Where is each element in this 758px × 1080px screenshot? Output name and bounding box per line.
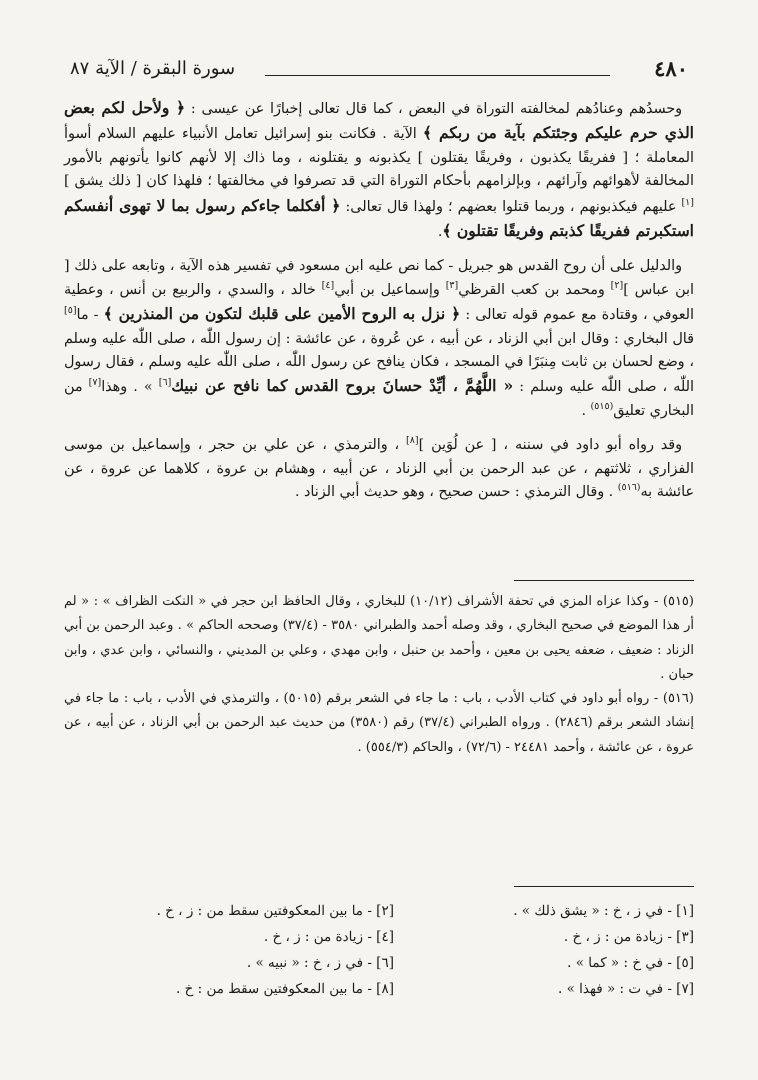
variant-column-left xyxy=(64,898,394,1002)
variant-column-right xyxy=(394,898,694,1002)
variant-note: [٨] - ما بين المعكوفتين سقط من : خ . xyxy=(176,981,394,997)
variant-ref: [٢] xyxy=(610,280,624,292)
variant-ref: [٧] xyxy=(88,377,102,389)
text-run: يقتلونه ، وما ذاك إلا لأنهم كانوا يأتونهم بالأمور المخالفة لأهوائهم وآرائهم ، وبإلزامهم بأحكام التوراة التي قد تصرفوا في مخالفتها ؛ فلهذا كان [ ذلك يشق ] xyxy=(64,149,694,190)
text-run: وقد رواه أبو داود في سننه ، [ عن لُوَين ] xyxy=(418,437,683,454)
quran-verse: ﴿ نزل به الروح الأمين على قلبك لتكون من المنذرين ﴾ xyxy=(103,304,461,324)
variant-note: [١] - في ز ، خ : « يشق ذلك » . xyxy=(513,903,694,919)
text-run: - ما xyxy=(76,307,104,324)
footnote-516: (٥١٦) - رواه أبو داود في كتاب الأدب ، باب : ما جاء في الشعر برقم (٥٠١٥) ، والترمذي في الأدب ، باب : ما جاء في إنشاد الشعر برقم (٢٨٤٦) . ورواه الطبراني (٣٧/٤) رقم (٣٥٨٠) من حديث عبد الرحمن بن أبي الزناد ، عن أبيه ، عن عروة ، عن عائشة ، وأحمد ٢٤٤٨١ - (٧٢/٦) ، والحاكم (٥٥٤/٣) . xyxy=(64,691,694,755)
text-run: يكذبونه و xyxy=(354,149,411,166)
text-run: والدليل على أن روح القدس هو جبريل - كما نص عليه ابن مسعود في تفسير هذه الآية ، وتابعه على ذلك [ ابن عباس ] xyxy=(64,258,694,298)
variant-ref: [٥] xyxy=(64,305,77,317)
footnote-515: (٥١٥) - وكذا عزاه المزي في تحفة الأشراف (١٠/١٢) للبخاري ، وقال الحافظ ابن حجر في « النكت الظراف » : « لم أر هذا الموضع في صحيح البخاري ، وقد وصله أحمد والطبراني ٣٥٨٠ - (٣٧/٤) وصححه الحاكم » . وعبد الرحمن بن أبي الزناد : ضعيف ، ضعفه يحيى بن معين ، وأحمد بن حنبل ، وابن مهدي ، وعلي بن المديني ، والنسائي ، وابن عدي ، وابن حبان . xyxy=(64,594,694,682)
text-run: عليهم فيكذبونهم ، وربما قتلوا بعضهم ؛ ولهذا قال تعالى: xyxy=(340,198,682,215)
variant-ref: [٤] xyxy=(321,280,335,292)
variants-separator xyxy=(514,886,694,887)
footnotes xyxy=(64,590,694,760)
variant-note: [٦] - في ز ، خ : « نبيه » . xyxy=(246,955,394,971)
page-header xyxy=(70,56,688,86)
quran-verse: ﴿ ولأحل لكم بعض الذي حرم عليكم وجئتكم بآية من ربكم ﴾ xyxy=(64,98,694,143)
text-run: وحسدُهم وعنادُهم لمخالفته التوراة في البعض ، كما قال تعالى إخبارًا عن عيسى : xyxy=(185,101,682,117)
text-run: . وقال الترمذي : حسن صحيح ، وهو حديث أبي الزناد . xyxy=(294,484,618,501)
paragraph-2 xyxy=(64,255,694,423)
variant-note: [٧] - في ت : « فهذا » . xyxy=(558,981,694,997)
text-run: وإسماعيل بن أبي xyxy=(334,281,446,298)
text-run: ومحمد بن كعب القرظي xyxy=(458,281,611,298)
paragraph-1 xyxy=(64,96,694,244)
variant-note: [٢] - ما بين المعكوفتين سقط من : ز ، خ . xyxy=(156,903,394,919)
variant-ref: [٨] xyxy=(406,435,419,447)
text-run: . xyxy=(581,402,591,419)
variant-note: [٤] - زيادة من : ز ، خ . xyxy=(263,929,394,945)
footnote-ref: (٥١٦) xyxy=(617,482,641,494)
text-run: ، والترمذي ، عن علي بن حجر ، وإسماعيل بن موسى الفزاري ، ثلاثتهم ، عن عبد الرحمن بن أبي الزناد ، عن أبيه ، وهشام بن عروة ، كلاهما عن عروة ، عن عائشة به xyxy=(64,437,694,501)
variant-ref: [١] xyxy=(681,196,694,208)
text-run: خالد ، والسدي ، والربيع بن أنس ، وعطية العوفي ، وقتادة مع عموم قوله تعالى : xyxy=(64,281,695,324)
paragraph-3 xyxy=(64,434,694,504)
text-run: » . وهذا xyxy=(101,379,159,396)
text-run: الآية . فكانت بنو إسرائيل تعامل الأنبياء عليهم السلام أسوأ المعاملة ؛ [ ففريقًا يكذبون ، وفريقًا يقتلون ] xyxy=(64,126,694,166)
variant-note: [٥] - في خ : « كما » . xyxy=(567,955,694,971)
text-run: . xyxy=(437,224,443,241)
main-text xyxy=(64,96,694,516)
variant-note: [٣] - زيادة من : ز ، خ . xyxy=(563,929,694,945)
surah-title: سورة البقرة / الآية ٨٧ xyxy=(70,58,236,79)
page-number: ٤٨٠ xyxy=(654,56,688,81)
header-rule xyxy=(265,75,610,76)
quran-verse: ﴿ أفكلما جاءكم رسول بما لا تهوى أنفسكم استكبرتم ففريقًا كذبتم وفريقًا تقتلون ﴾ xyxy=(64,195,694,241)
variant-ref: [٣] xyxy=(445,280,459,292)
footnote-ref: (٥١٥) xyxy=(590,401,614,413)
text-run: من البخاري تعليق xyxy=(64,379,694,419)
text-run: قال البخاري : وقال ابن أبي الزناد ، عن أبيه ، عن عُروة ، عن عائشة : إن رسول اللّٰه ، صلى اللّٰه عليه وسلم ، وضع لحسان بن ثابت مِنبَرًا في المسجد ، فكان ينافح عن رسول اللّٰه ، صلى اللّٰه عليه وسلم ، فقال رسول اللّٰه ، صلى اللّٰه عليه وسلم : xyxy=(64,330,694,396)
variant-ref: [٦] xyxy=(158,377,172,389)
footnote-separator xyxy=(514,580,694,581)
hadith-text: « اللَّهُمَّ ، أيِّدْ حسانَ بروح القدس كما نافح عن نبيك xyxy=(171,376,514,396)
